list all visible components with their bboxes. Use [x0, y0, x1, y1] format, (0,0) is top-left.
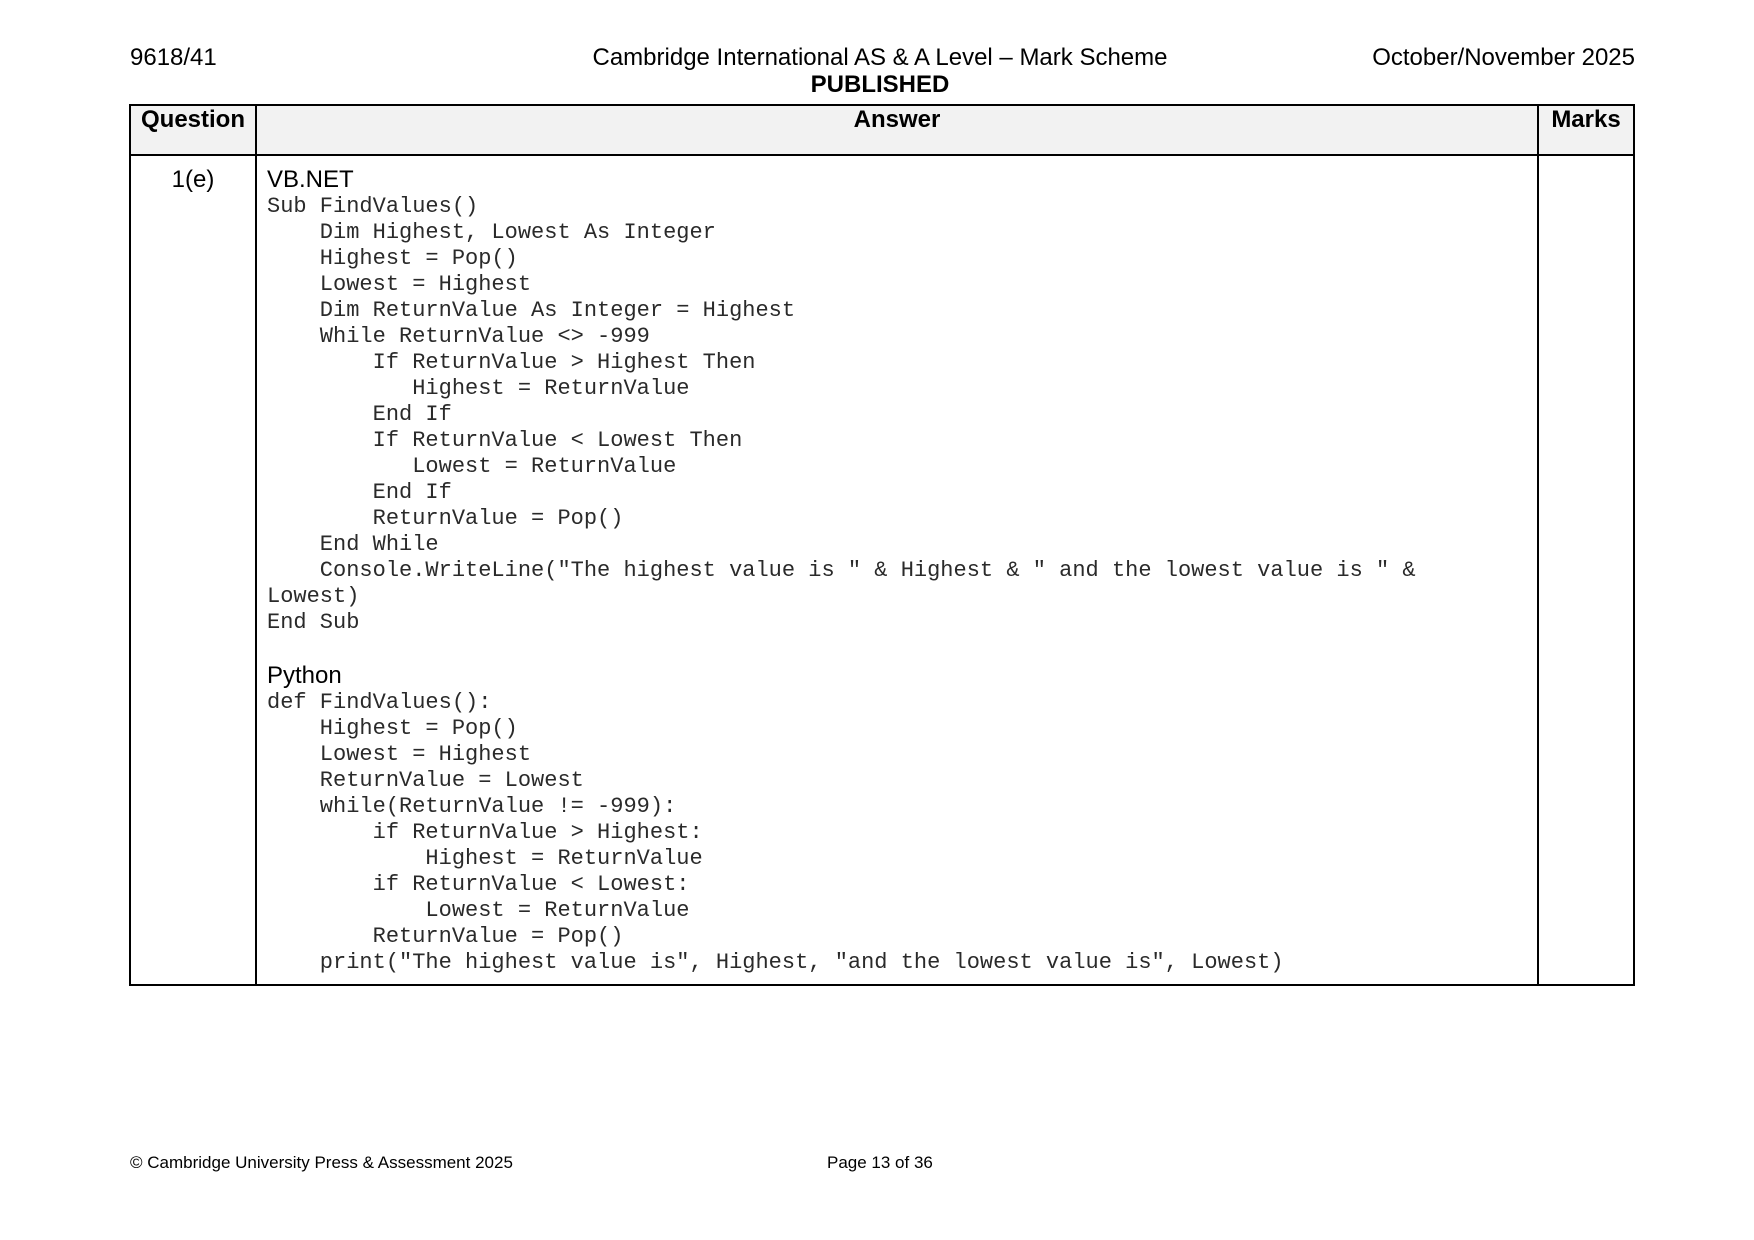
- page-number: Page 13 of 36: [827, 1153, 933, 1172]
- copyright-notice: © Cambridge University Press & Assessment 2025: [130, 1153, 513, 1172]
- vbnet-label: VB.NET: [267, 166, 354, 193]
- column-header-marks: Marks: [1538, 105, 1634, 155]
- marks-cell: [1538, 155, 1634, 985]
- column-header-question: Question: [130, 105, 256, 155]
- mark-scheme-table: [129, 104, 1635, 986]
- python-label: Python: [267, 662, 342, 689]
- document-title: Cambridge International AS & A Level – Mark Scheme: [592, 44, 1168, 71]
- exam-session: October/November 2025: [1372, 44, 1635, 71]
- column-header-answer: Answer: [256, 105, 1538, 155]
- python-code: def FindValues(): Highest = Pop() Lowest = Highest ReturnValue = Lowest while(ReturnValue != -999): if ReturnValue > Highest: Highest = ReturnValue if ReturnValue < Lowest: Lowest = ReturnValue ReturnValue = Pop() print("The highest value is", Highest, "and the lowest value is", Lowest): [267, 690, 1284, 975]
- table-row: [130, 155, 1634, 985]
- published-label: PUBLISHED: [810, 71, 950, 98]
- table-header-row: [130, 105, 1634, 155]
- vbnet-code: Sub FindValues() Dim Highest, Lowest As Integer Highest = Pop() Lowest = Highest Dim ReturnValue As Integer = Highest While ReturnValue <> -999 If ReturnValue > Highest Then Highest = ReturnValue End If If ReturnValue < Lowest Then Lowest = ReturnValue End If ReturnValue = Pop() End While Console.WriteLine("The highest value is " & Highest & " and the lowest value is " & Lowest) End Sub: [267, 194, 1416, 635]
- question-number: 1(e): [130, 155, 256, 985]
- answer-cell: [256, 155, 1538, 985]
- paper-code: 9618/41: [130, 44, 217, 71]
